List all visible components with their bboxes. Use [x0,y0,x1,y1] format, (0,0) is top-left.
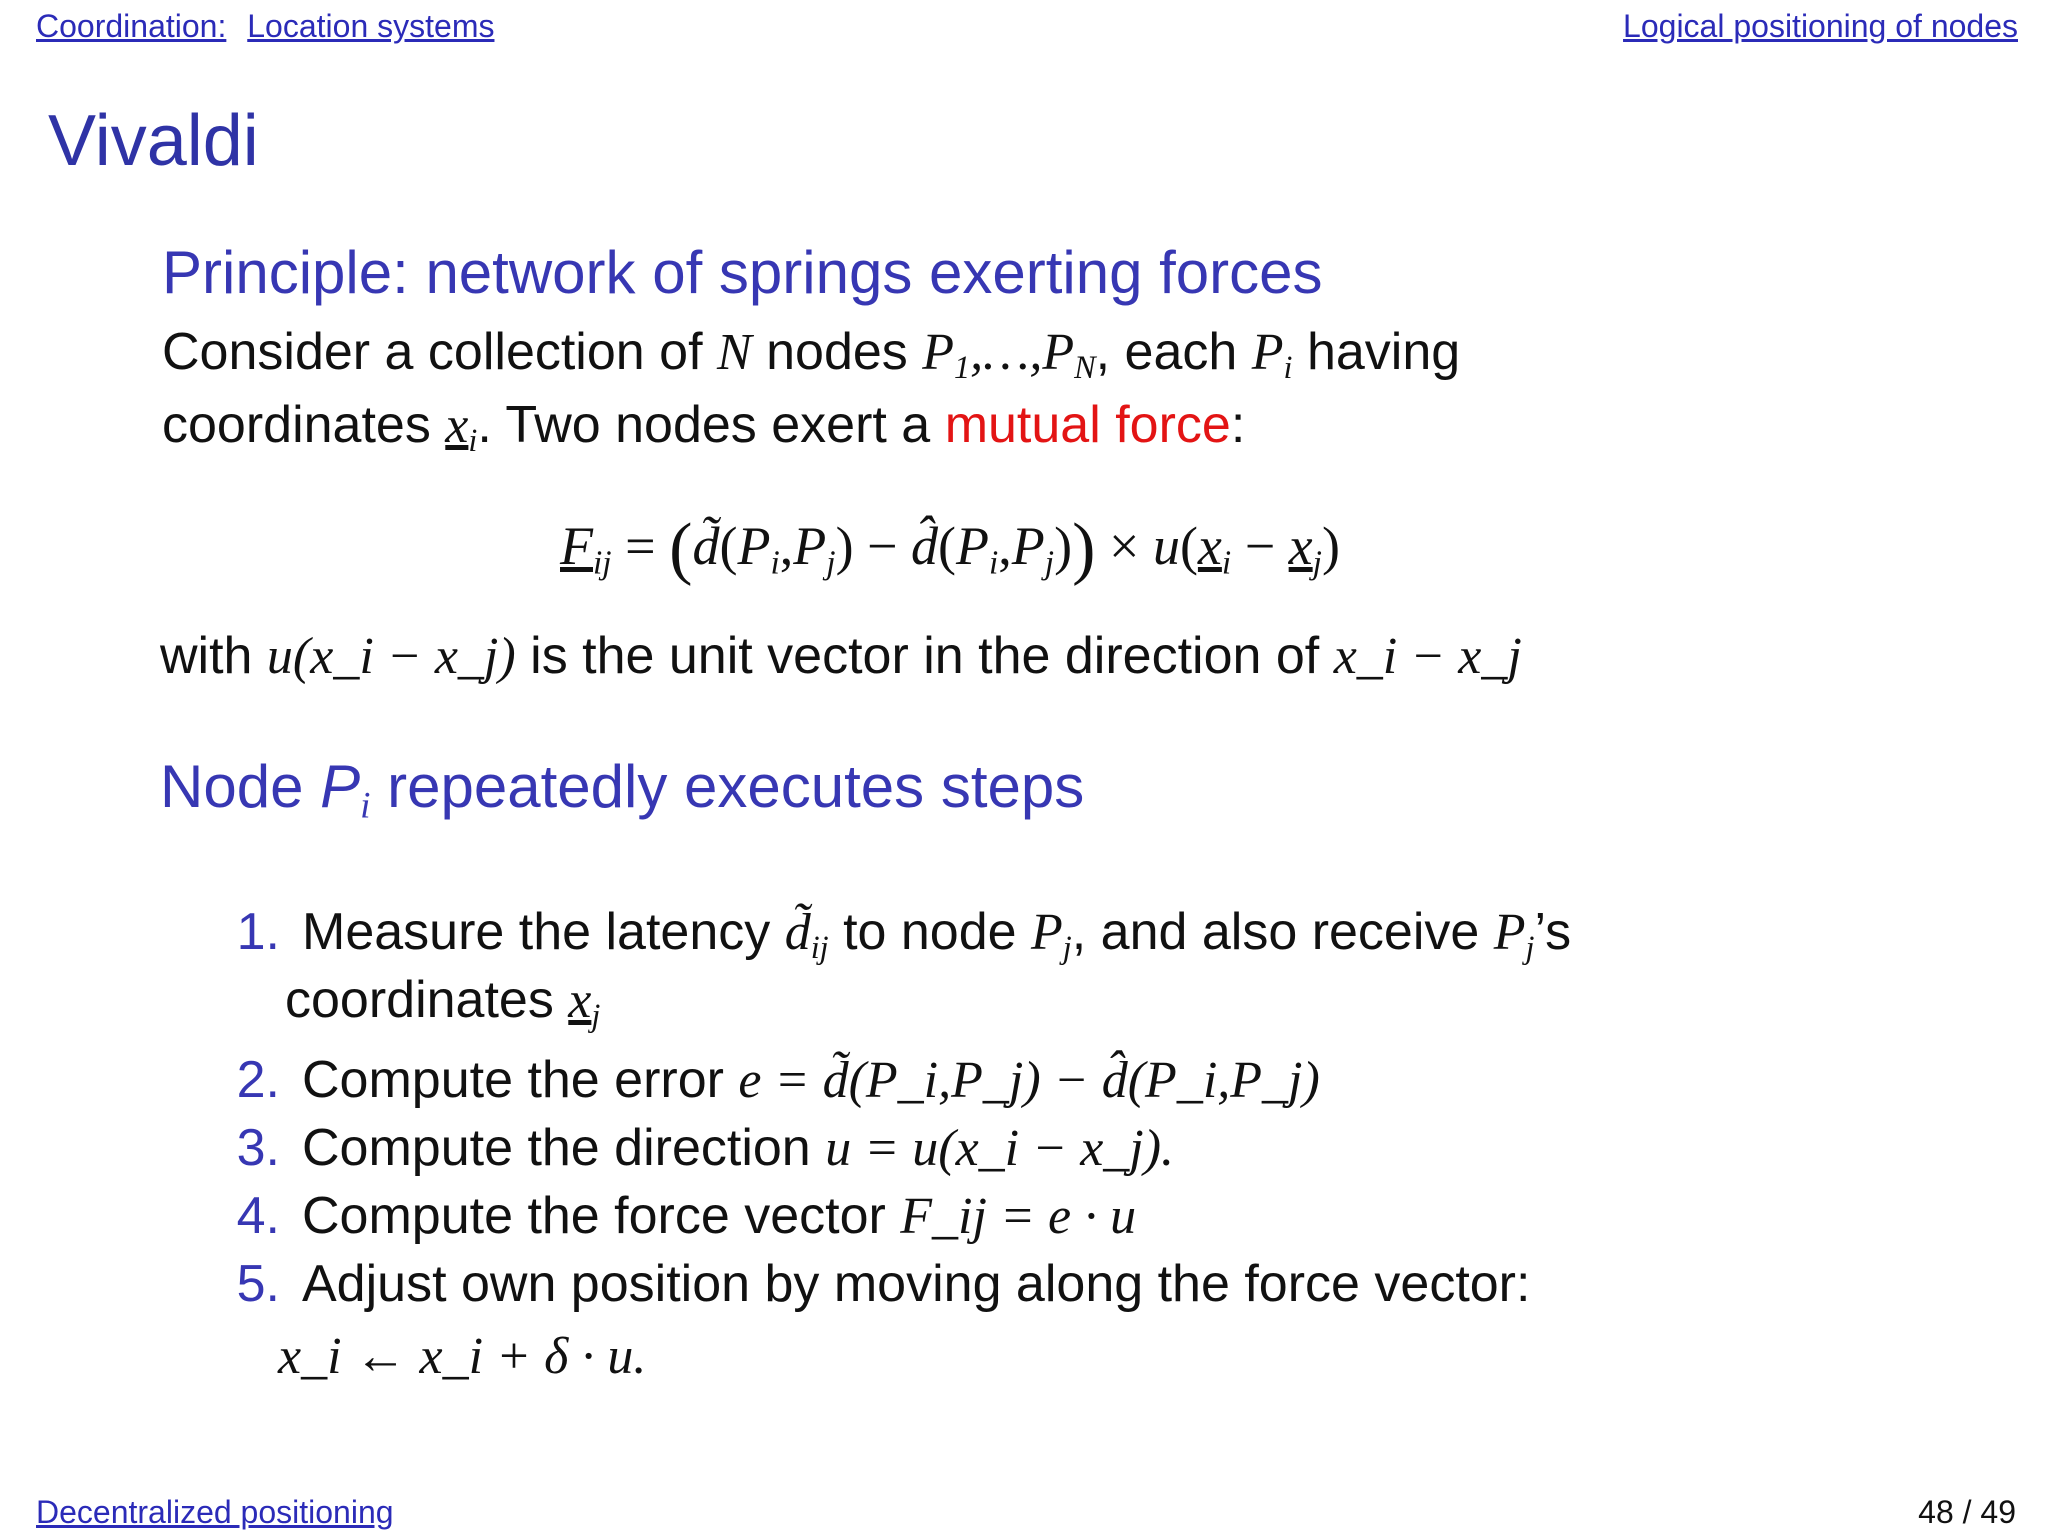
math-P: P [1251,324,1284,381]
text: . Two nodes exert a [477,396,945,454]
text: : [1230,396,1246,454]
paragraph-line-2 [162,395,1245,459]
math-expr: x_i − x_j [1333,628,1522,685]
mutual-force-highlight: mutual force [944,396,1231,454]
text: having [1292,323,1461,381]
force-formula: $F_{ij}$ = ($d̃(P_i,P_j)$ − $d̂(P_i,P_j)) \times u(x_i - x_j)$ [560,509,1340,587]
text: coordinates [162,396,446,454]
step-3 [200,1118,1174,1178]
step-number: 1. [236,903,280,961]
math-sub: 1 [954,349,971,386]
math-sub: ij [810,929,829,966]
step-5 [200,1254,1530,1314]
text: with [160,627,267,685]
text: to node [828,903,1032,961]
math-x: x [445,397,469,454]
text: Consider a collection of [162,323,717,381]
math-sub: i [1283,349,1293,386]
text: , each [1095,323,1252,381]
text: is the unit vector in the direction of [515,627,1334,685]
math-sub: j [591,997,601,1034]
text: Compute the error [302,1051,739,1109]
step-2 [200,1050,1320,1110]
math-sub: N [1074,349,1096,386]
math-expression: x_i ← x_i + δ · u. [278,1328,647,1385]
step-4 [200,1186,1136,1246]
math-sub: j [1525,929,1535,966]
text: coordinates [285,971,569,1029]
breadcrumb-coordination-link[interactable]: Coordination: [36,8,227,44]
math-P: P [922,324,954,381]
text: ’s [1534,903,1572,961]
node-heading [160,752,1084,827]
text: , and also receive [1071,903,1494,961]
math-expression: e = d̃(P_i,P_j) − d̂(P_i,P_j) [738,1052,1320,1109]
formula-text [560,508,561,509]
text: Measure the latency [302,903,785,961]
math-expression: F_ij = e · u [900,1188,1137,1245]
step-5-continuation [278,1326,646,1386]
paragraph-line-1 [162,322,1460,386]
math-dots: ,…, [970,324,1043,381]
step-number: 5. [236,1255,280,1313]
text: nodes [751,323,923,381]
step-1-continuation [285,970,600,1034]
math-sub: i [468,422,478,459]
math-sub: i [360,785,371,827]
step-number: 3. [236,1119,280,1177]
math-d: d̃ [784,904,811,961]
math-u: u [266,628,293,685]
section-link-logical-positioning[interactable]: Logical positioning of nodes [1623,8,2018,44]
principle-heading: Principle: network of springs exerting forces [162,239,1323,306]
step-number: 4. [236,1187,280,1245]
math-expr: (x_i − x_j) [292,628,516,685]
math-P: P [1493,904,1526,961]
step-number: 2. [236,1051,280,1109]
text: Adjust own position by moving along the force vector: [302,1255,1531,1313]
breadcrumb-location-systems-link[interactable]: Location systems [247,8,495,44]
math-sub: j [1062,929,1072,966]
step-1 [200,902,1571,966]
slide-title: Vivaldi [48,101,259,181]
text: Compute the direction [302,1119,826,1177]
page-number: 48 / 49 [1918,1494,2016,1530]
text: Node [160,753,321,820]
math-P: P [1042,324,1075,381]
math-P: P [1031,904,1063,961]
math-x: x [568,972,592,1029]
breadcrumb [36,8,494,45]
footer-decentralized-positioning-link[interactable]: Decentralized positioning [36,1494,394,1530]
math-expression: u = u(x_i − x_j). [825,1120,1175,1177]
text: repeatedly executes steps [370,753,1085,820]
math-P: P [320,753,361,820]
math-N: N [716,324,752,381]
text: Compute the force vector [302,1187,901,1245]
unit-vector-description [160,626,1522,686]
